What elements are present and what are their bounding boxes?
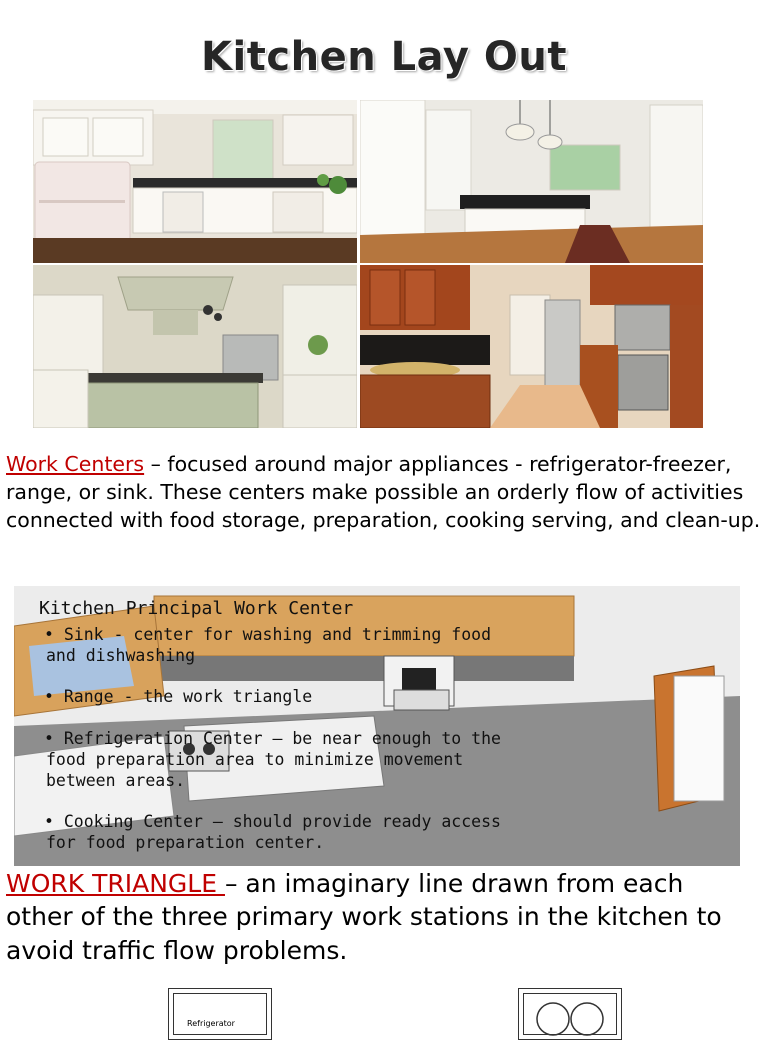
diagram-line-cooking: • Cooking Center – should provide ready access bbox=[44, 812, 501, 831]
diagram-line-sink-cont: and dishwashing bbox=[46, 646, 196, 665]
work-centers-text: – focused around major appliances - refrigerator-freezer, range, or sink. These centers make possible an orderly flow of activities connected with food storage, preparation, cooking serving, and clean-up. bbox=[6, 452, 761, 532]
diagram-title: Kitchen Principal Work Center bbox=[39, 598, 354, 619]
work-triangle-term: WORK TRIANGLE bbox=[6, 869, 225, 898]
diagram-line-sink: • Sink - center for washing and trimming food bbox=[44, 625, 492, 644]
diagram-line-refrigeration-cont: food preparation area to minimize movement bbox=[46, 750, 464, 769]
diagram-line-cooking-cont: for food preparation center. bbox=[46, 833, 325, 852]
refrigerator-label: Refrigerator bbox=[187, 1019, 235, 1028]
diagram-line-range: • Range - the work triangle bbox=[44, 687, 313, 706]
diagram-line-refrigeration-end: between areas. bbox=[46, 771, 186, 790]
kitchen-island-photo bbox=[360, 100, 703, 263]
work-triangle-paragraph bbox=[6, 867, 756, 967]
work-centers-paragraph bbox=[6, 451, 768, 535]
diagram-line-refrigeration: • Refrigeration Center – be near enough to the bbox=[44, 729, 501, 748]
work-centers-term: Work Centers bbox=[6, 452, 145, 476]
white-kitchen-photo bbox=[33, 100, 357, 263]
page-title: Kitchen Lay Out bbox=[201, 34, 567, 80]
wood-cabinet-kitchen-photo bbox=[360, 265, 703, 428]
kitchen-work-center-diagram bbox=[14, 586, 740, 866]
work-triangle-text: – an imaginary line drawn from each other of the three primary work stations in the kitchen to avoid traffic flow problems. bbox=[6, 869, 722, 965]
refrigerator-fixture-icon bbox=[168, 988, 272, 1040]
range-hood-kitchen-photo bbox=[33, 265, 357, 428]
range-fixture-icon bbox=[518, 988, 622, 1040]
